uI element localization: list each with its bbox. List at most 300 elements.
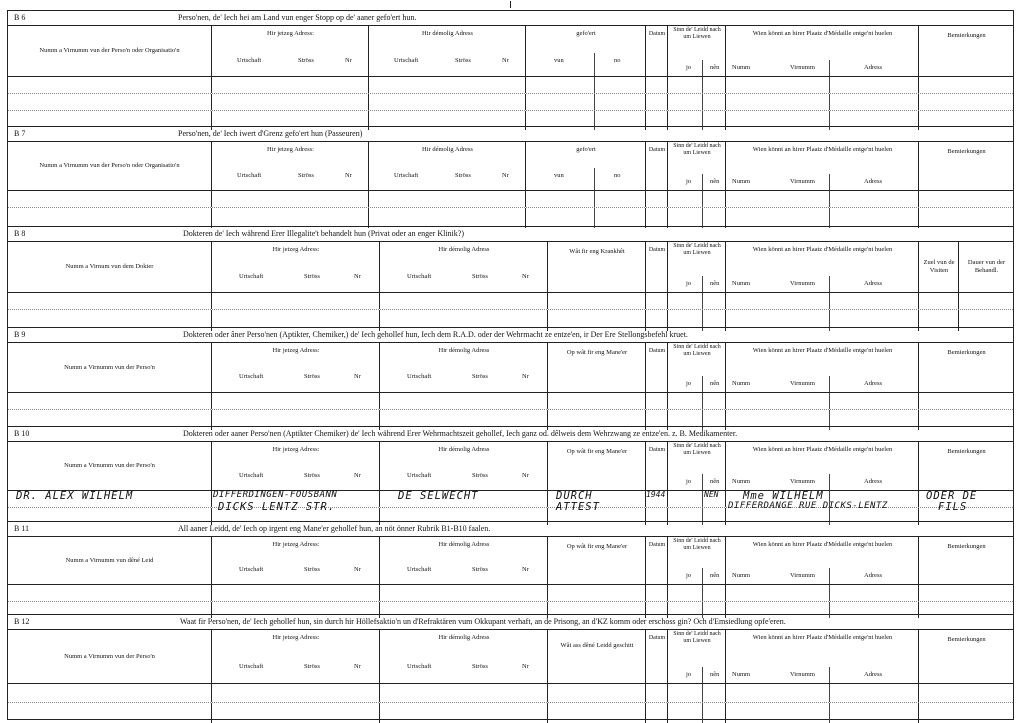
entry-cell-rem[interactable] xyxy=(918,208,1014,228)
no-label: nên xyxy=(710,64,720,71)
section-header-bar xyxy=(8,127,1013,142)
entry-cell-ext[interactable] xyxy=(525,77,646,93)
no-label: nên xyxy=(710,280,720,287)
entry-cell-ext[interactable] xyxy=(525,94,646,110)
number-label: Nr xyxy=(522,566,529,573)
from-to-divider xyxy=(594,168,595,190)
hw-current-line1: DIFFERDINGEN-FOUSBANN xyxy=(213,490,338,500)
hw-remarks-line2: FILS xyxy=(938,501,968,513)
column-header-row xyxy=(8,343,1013,393)
section-b6 xyxy=(8,11,1013,126)
entry-cell-cur[interactable] xyxy=(211,703,380,723)
street-label: Ströss xyxy=(298,57,314,64)
section-header-bar xyxy=(8,522,1013,537)
section-b10 xyxy=(8,426,1013,522)
yes-no-divider xyxy=(702,293,703,309)
entry-cell-sense[interactable] xyxy=(667,94,726,110)
hw-current-line2: DICKS LENTZ STR. xyxy=(218,501,336,513)
street-label: Ströss xyxy=(304,663,320,670)
entry-cell-rem[interactable] xyxy=(918,77,1014,93)
street-label: Ströss xyxy=(472,566,488,573)
header-cell-for xyxy=(368,142,526,190)
header-cell-ext xyxy=(547,343,646,392)
from-to-divider xyxy=(594,77,595,93)
name-column-label: Numm a Virnumm vun dêné Leid xyxy=(65,556,154,564)
visits-label: Zuel vun de Visiten xyxy=(923,259,955,274)
entry-row xyxy=(8,208,1013,228)
address-column-label: Hir jetzeg Adress: xyxy=(272,634,320,641)
number-label: Nr xyxy=(502,172,509,179)
manner-label: Op wât fir eng Mane'er xyxy=(566,448,628,455)
header-cell-first xyxy=(8,442,211,490)
header-cell-for xyxy=(379,537,548,584)
remarks-label: Bemierkungen xyxy=(947,448,986,455)
header-cell-date xyxy=(645,26,668,76)
header-cell-sense xyxy=(667,442,726,490)
yes-label: jo xyxy=(686,478,692,485)
locality-label: Urtschaft xyxy=(394,172,419,179)
street-label: Ströss xyxy=(472,373,488,380)
entry-cell-date[interactable] xyxy=(645,585,668,601)
section-title: All aaner Leidd, de' Iech op irgent eng Mane'er gehollef hun, an nöt önner Rubrik B1-B10 faalen. xyxy=(178,524,491,533)
header-cell-sense xyxy=(667,343,726,392)
date-label: Datum xyxy=(648,31,666,37)
header-cell-for xyxy=(379,442,548,490)
entry-cell-ext[interactable] xyxy=(547,293,646,309)
entry-cell-medal[interactable] xyxy=(725,94,919,110)
entry-cell-sense[interactable] xyxy=(667,77,726,93)
medal-divider xyxy=(829,568,830,584)
from-label: vun xyxy=(554,172,564,179)
street-label: Ströss xyxy=(304,566,320,573)
entry-cell-cur[interactable] xyxy=(211,684,380,702)
entry-row xyxy=(8,585,1013,602)
manner-label: Wât ass dêné Leidd geschitt xyxy=(560,642,634,649)
alive-label: Sinn de' Leidd nach um Liewen xyxy=(673,631,721,644)
entry-cell-rem[interactable] xyxy=(918,94,1014,110)
entry-cell-cur[interactable] xyxy=(211,585,380,601)
entry-cell-ext[interactable] xyxy=(547,585,646,601)
medal-firstname-label: Virnumm xyxy=(790,572,815,579)
entry-cell-rem[interactable] xyxy=(918,191,1014,207)
section-b7 xyxy=(8,126,1013,227)
medal-address-label: Adress xyxy=(864,671,883,678)
header-cell-rem xyxy=(918,142,1014,190)
yes-no-divider xyxy=(702,94,703,110)
header-cell-first xyxy=(8,630,211,683)
entry-cell-rem[interactable] xyxy=(918,585,1014,601)
header-cell-for xyxy=(368,26,526,76)
section-code: B 10 xyxy=(14,429,30,438)
number-label: Nr xyxy=(354,273,361,280)
yes-no-divider xyxy=(702,191,703,207)
name-column-label: Numm a Virnumm vun der Perso'n xyxy=(64,652,155,660)
address-column-label: Hir jetzeg Adress: xyxy=(272,347,320,354)
from-to-divider xyxy=(594,94,595,110)
medal-address-label: Adress xyxy=(864,380,883,387)
entry-cell-for[interactable] xyxy=(379,585,548,601)
header-cell-first xyxy=(8,242,211,292)
entry-cell-vis[interactable] xyxy=(918,293,959,309)
yes-no-divider xyxy=(702,60,703,76)
header-cell-sense xyxy=(667,630,726,683)
entry-cell-medal[interactable] xyxy=(725,191,919,207)
section-code: B 6 xyxy=(14,13,26,22)
hw-manner-line2: ATTEST xyxy=(556,501,600,513)
name-column-label: Numm a Virnumm vun der Perso'n oder Organisatio'n xyxy=(39,162,180,169)
entry-cell-for[interactable] xyxy=(379,293,548,309)
street-label: Ströss xyxy=(304,472,320,479)
entry-cell-for[interactable] xyxy=(368,94,526,110)
number-label: Nr xyxy=(522,273,529,280)
yes-no-divider xyxy=(702,703,703,723)
address-column-label: Hir jetzeg Adress: xyxy=(272,541,320,548)
no-label: nên xyxy=(710,671,720,678)
section-b9 xyxy=(8,327,1013,427)
entry-cell-first[interactable] xyxy=(8,393,211,409)
yes-no-divider xyxy=(702,276,703,292)
duration-label: Dauer vun der Behandl. xyxy=(967,259,1006,274)
entry-cell-sense[interactable] xyxy=(667,191,726,207)
medal-label: Wien könnt an hirer Plaatz d'Médaille entge'nt huelen xyxy=(752,446,893,453)
yes-no-divider xyxy=(702,174,703,190)
entry-cell-for[interactable] xyxy=(379,684,548,702)
section-code: B 9 xyxy=(14,330,26,339)
header-cell-ext xyxy=(547,630,646,683)
section-header-bar xyxy=(8,227,1013,242)
name-column-label: Numm a Virnumm vun der Perso'n xyxy=(64,363,155,371)
no-label: nên xyxy=(710,572,720,579)
section-code: B 11 xyxy=(14,524,30,533)
section-title: Perso'nen, de' Iech iwert d'Grenz gefo'ert hun (Passeuren) xyxy=(178,129,363,138)
entry-row xyxy=(8,293,1013,310)
yes-label: jo xyxy=(686,280,692,287)
header-cell-sense xyxy=(667,537,726,584)
entry-cell-first[interactable] xyxy=(8,703,211,723)
entry-cell-sense[interactable] xyxy=(667,393,726,409)
medal-name-label: Numm xyxy=(732,671,751,678)
alive-label: Sinn de' Leidd nach um Liewen xyxy=(673,344,721,357)
section-code: B 8 xyxy=(14,229,26,238)
entry-cell-first[interactable] xyxy=(8,208,211,228)
header-cell-cur xyxy=(211,242,380,292)
address-column-label: Hir démolig Adress xyxy=(438,246,490,253)
entry-cell-date[interactable] xyxy=(645,684,668,702)
medal-address-label: Adress xyxy=(864,280,883,287)
hw-former: DE SELWECHT xyxy=(398,490,479,502)
hw-manner-line1: DURCH xyxy=(556,490,593,502)
entry-cell-first[interactable] xyxy=(8,191,211,207)
entry-cell-cur[interactable] xyxy=(211,293,380,309)
header-cell-medal xyxy=(725,26,919,76)
locality-label: Urtschaft xyxy=(239,273,264,280)
section-title: Dokteren de' Iech während Erer Illegalite't behandelt hun (Privat oder an enger Klinik?) xyxy=(183,229,464,238)
entry-cell-cur[interactable] xyxy=(211,77,369,93)
locality-label: Urtschaft xyxy=(407,273,432,280)
medal-name-label: Numm xyxy=(732,380,751,387)
medal-divider xyxy=(829,667,830,683)
medal-divider xyxy=(829,60,830,76)
manner-label: Op wât fir eng Mane'er xyxy=(566,349,628,356)
address-column-label: Hir jetzeg Adress: xyxy=(267,30,314,37)
entry-cell-first[interactable] xyxy=(8,585,211,601)
medal-label: Wien könnt an hirer Plaatz d'Médaille entge'nt huelen xyxy=(752,30,893,37)
yes-no-divider xyxy=(702,585,703,601)
section-title: Perso'nen, de' Iech hei am Land vun enger Stopp op de' aaner gefo'ert hun. xyxy=(178,13,417,22)
medal-name-label: Numm xyxy=(732,64,751,71)
entry-cell-cur[interactable] xyxy=(211,191,369,207)
entry-cell-for[interactable] xyxy=(368,77,526,93)
entry-cell-ext[interactable] xyxy=(547,393,646,409)
entry-row xyxy=(8,684,1013,703)
remarks-label: Bemierkungen xyxy=(947,32,986,39)
yes-label: jo xyxy=(686,380,692,387)
header-cell-ext xyxy=(547,242,646,292)
entry-cell-sense[interactable] xyxy=(667,684,726,702)
number-label: Nr xyxy=(522,472,529,479)
header-cell-medal xyxy=(725,630,919,683)
number-label: Nr xyxy=(522,663,529,670)
medal-divider xyxy=(829,208,830,228)
locality-label: Urtschaft xyxy=(239,566,264,573)
address-column-label: Hir jetzeg Adress: xyxy=(267,146,314,153)
entry-cell-medal[interactable] xyxy=(725,293,919,309)
header-cell-ext xyxy=(525,142,646,190)
header-cell-ext xyxy=(547,442,646,490)
entry-cell-ext[interactable] xyxy=(547,684,646,702)
entry-cell-date[interactable] xyxy=(645,191,668,207)
form-sheet xyxy=(7,10,1014,720)
yes-no-divider xyxy=(702,376,703,392)
number-label: Nr xyxy=(345,172,352,179)
column-header-row xyxy=(8,242,1013,293)
entry-cell-date[interactable] xyxy=(645,208,668,228)
hw-medal-line2: DIFFERDANGE RUE DICKS-LENTZ xyxy=(728,501,888,511)
header-cell-medal xyxy=(725,442,919,490)
medal-divider xyxy=(829,94,830,110)
number-label: Nr xyxy=(502,57,509,64)
address-column-label: Hir jetzeg Adress: xyxy=(272,446,320,453)
date-label: Datum xyxy=(648,447,666,453)
alive-label: Sinn de' Leidd nach um Liewen xyxy=(673,538,721,551)
transported-label: gefo'ert xyxy=(576,146,596,153)
remarks-label: Bemierkungen xyxy=(947,349,986,356)
column-header-row xyxy=(8,142,1013,191)
yes-no-divider xyxy=(702,77,703,93)
yes-label: jo xyxy=(686,572,692,579)
manner-label: Wât fir eng Krankhêt xyxy=(569,248,625,255)
entry-cell-date[interactable] xyxy=(645,393,668,409)
entry-cell-date[interactable] xyxy=(645,703,668,723)
column-header-row xyxy=(8,26,1013,77)
header-cell-medal xyxy=(725,242,919,292)
top-tick-mark xyxy=(510,1,511,8)
header-cell-rem xyxy=(918,442,1014,490)
date-label: Datum xyxy=(648,348,666,354)
to-label: no xyxy=(614,172,621,179)
header-cell-vis xyxy=(918,242,959,292)
remarks-label: Bemierkungen xyxy=(947,543,986,550)
column-header-row xyxy=(8,442,1013,491)
header-cell-medal xyxy=(725,537,919,584)
section-title: Waat fir Perso'nen, de' Iech gehollef hun, sin durch hir Höllefsaktio'n un d'Refraktären vum Okkupant verhaft, an de Prisong, an d'KZ komm oder erschoss gin? Och d'Emsiedlung opfe'eren. xyxy=(180,617,786,626)
locality-label: Urtschaft xyxy=(239,663,264,670)
street-label: Ströss xyxy=(472,663,488,670)
name-column-label: Numm a Virnum vun dem Dokter xyxy=(65,263,154,270)
entry-cell-medal[interactable] xyxy=(725,393,919,409)
entry-cell-medal[interactable] xyxy=(725,703,919,723)
manner-label: Op wât fir eng Mane'er xyxy=(566,543,628,550)
entry-cell-cur[interactable] xyxy=(211,393,380,409)
yes-label: jo xyxy=(686,671,692,678)
entry-cell-date[interactable] xyxy=(645,293,668,309)
header-cell-ext xyxy=(547,537,646,584)
locality-label: Urtschaft xyxy=(237,172,262,179)
street-label: Ströss xyxy=(304,273,320,280)
entry-rows xyxy=(8,191,1013,228)
medal-name-label: Numm xyxy=(732,280,751,287)
medal-address-label: Adress xyxy=(864,572,883,579)
medal-divider xyxy=(829,703,830,723)
to-label: no xyxy=(614,57,621,64)
medal-label: Wien könnt an hirer Plaatz d'Médaille entge'nt huelen xyxy=(752,541,893,548)
locality-label: Urtschaft xyxy=(407,663,432,670)
yes-no-divider xyxy=(702,474,703,490)
entry-cell-rem[interactable] xyxy=(918,684,1014,702)
medal-address-label: Adress xyxy=(864,64,883,71)
section-header-bar xyxy=(8,427,1013,442)
street-label: Ströss xyxy=(472,472,488,479)
number-label: Nr xyxy=(354,472,361,479)
remarks-label: Bemierkungen xyxy=(947,636,986,643)
header-cell-date xyxy=(645,630,668,683)
entry-cell-date[interactable] xyxy=(645,77,668,93)
entry-cell-date[interactable] xyxy=(645,94,668,110)
address-column-label: Hir démolig Adress xyxy=(438,446,490,453)
medal-divider xyxy=(829,585,830,601)
date-label: Datum xyxy=(648,247,666,253)
entry-cell-first[interactable] xyxy=(8,293,211,309)
header-cell-cur xyxy=(211,630,380,683)
yes-no-divider xyxy=(702,208,703,228)
entry-cell-first[interactable] xyxy=(8,77,211,93)
hw-date: 1944 xyxy=(646,490,666,499)
entry-cell-dur[interactable] xyxy=(958,293,1014,309)
entry-row xyxy=(8,94,1013,111)
medal-divider xyxy=(829,174,830,190)
header-cell-medal xyxy=(725,142,919,190)
number-label: Nr xyxy=(522,373,529,380)
yes-no-divider xyxy=(702,393,703,409)
locality-label: Urtschaft xyxy=(239,472,264,479)
entry-row xyxy=(8,703,1013,723)
entry-cell-ext[interactable] xyxy=(547,703,646,723)
date-label: Datum xyxy=(648,147,666,153)
locality-label: Urtschaft xyxy=(407,566,432,573)
locality-label: Urtschaft xyxy=(394,57,419,64)
medal-firstname-label: Virnumm xyxy=(790,64,815,71)
entry-cell-ext[interactable] xyxy=(525,191,646,207)
name-column-label: Numm a Virnumm vun der Perso'n xyxy=(64,462,155,469)
header-cell-sense xyxy=(667,26,726,76)
medal-divider xyxy=(829,376,830,392)
medal-divider xyxy=(829,276,830,292)
column-header-row xyxy=(8,537,1013,585)
no-label: nên xyxy=(710,178,720,185)
entry-cell-ext[interactable] xyxy=(525,208,646,228)
header-cell-date xyxy=(645,142,668,190)
entry-cell-for[interactable] xyxy=(368,191,526,207)
number-label: Nr xyxy=(345,57,352,64)
from-to-divider xyxy=(594,191,595,207)
yes-no-divider xyxy=(702,667,703,683)
medal-address-label: Adress xyxy=(864,478,883,485)
entry-cell-for[interactable] xyxy=(379,703,548,723)
entry-cell-first[interactable] xyxy=(8,684,211,702)
header-cell-first xyxy=(8,142,211,190)
locality-label: Urtschaft xyxy=(407,472,432,479)
header-cell-date xyxy=(645,343,668,392)
header-cell-cur xyxy=(211,26,369,76)
header-cell-rem xyxy=(918,343,1014,392)
street-label: Ströss xyxy=(298,172,314,179)
medal-label: Wien könnt an hirer Plaatz d'Médaille entge'nt huelen xyxy=(752,246,893,253)
entry-cell-cur[interactable] xyxy=(211,94,369,110)
section-b11 xyxy=(8,521,1013,615)
medal-firstname-label: Virnumm xyxy=(790,380,815,387)
yes-no-divider xyxy=(702,491,703,507)
entry-cell-for[interactable] xyxy=(379,393,548,409)
section-code: B 7 xyxy=(14,129,26,138)
section-b12 xyxy=(8,614,1013,720)
entry-cell-rem[interactable] xyxy=(918,703,1014,723)
entry-cell-cur[interactable] xyxy=(211,208,369,228)
entry-cell-sense[interactable] xyxy=(667,293,726,309)
hw-name: DR. ALEX WILHELM xyxy=(16,490,134,502)
address-column-label: Hir démolig Adress xyxy=(438,541,490,548)
entry-cell-sense[interactable] xyxy=(667,585,726,601)
entry-cell-for[interactable] xyxy=(368,208,526,228)
no-label: nên xyxy=(710,380,720,387)
street-label: Ströss xyxy=(472,273,488,280)
from-label: vun xyxy=(554,57,564,64)
entry-cell-medal[interactable] xyxy=(725,208,919,228)
entry-cell-medal[interactable] xyxy=(725,585,919,601)
entry-cell-medal[interactable] xyxy=(725,684,919,702)
number-label: Nr xyxy=(354,566,361,573)
alive-label: Sinn de' Leidd nach um Liewen xyxy=(673,143,721,156)
entry-cell-sense[interactable] xyxy=(667,208,726,228)
entry-cell-medal[interactable] xyxy=(725,77,919,93)
medal-address-label: Adress xyxy=(864,178,883,185)
alive-label: Sinn de' Leidd nach um Liewen xyxy=(673,443,721,456)
entry-rows xyxy=(8,684,1013,723)
medal-name-label: Numm xyxy=(732,178,751,185)
header-cell-for xyxy=(379,242,548,292)
entry-cell-sense[interactable] xyxy=(667,703,726,723)
yes-no-divider xyxy=(702,568,703,584)
medal-divider xyxy=(829,684,830,702)
entry-cell-rem[interactable] xyxy=(918,393,1014,409)
header-cell-first xyxy=(8,26,211,76)
entry-rows xyxy=(8,77,1013,130)
header-cell-cur xyxy=(211,442,380,490)
entry-cell-first[interactable] xyxy=(8,94,211,110)
header-cell-date xyxy=(645,537,668,584)
medal-divider xyxy=(829,293,830,309)
medal-label: Wien könnt an hirer Plaatz d'Médaille entge'nt huelen xyxy=(752,634,893,641)
section-header-bar xyxy=(8,615,1013,630)
